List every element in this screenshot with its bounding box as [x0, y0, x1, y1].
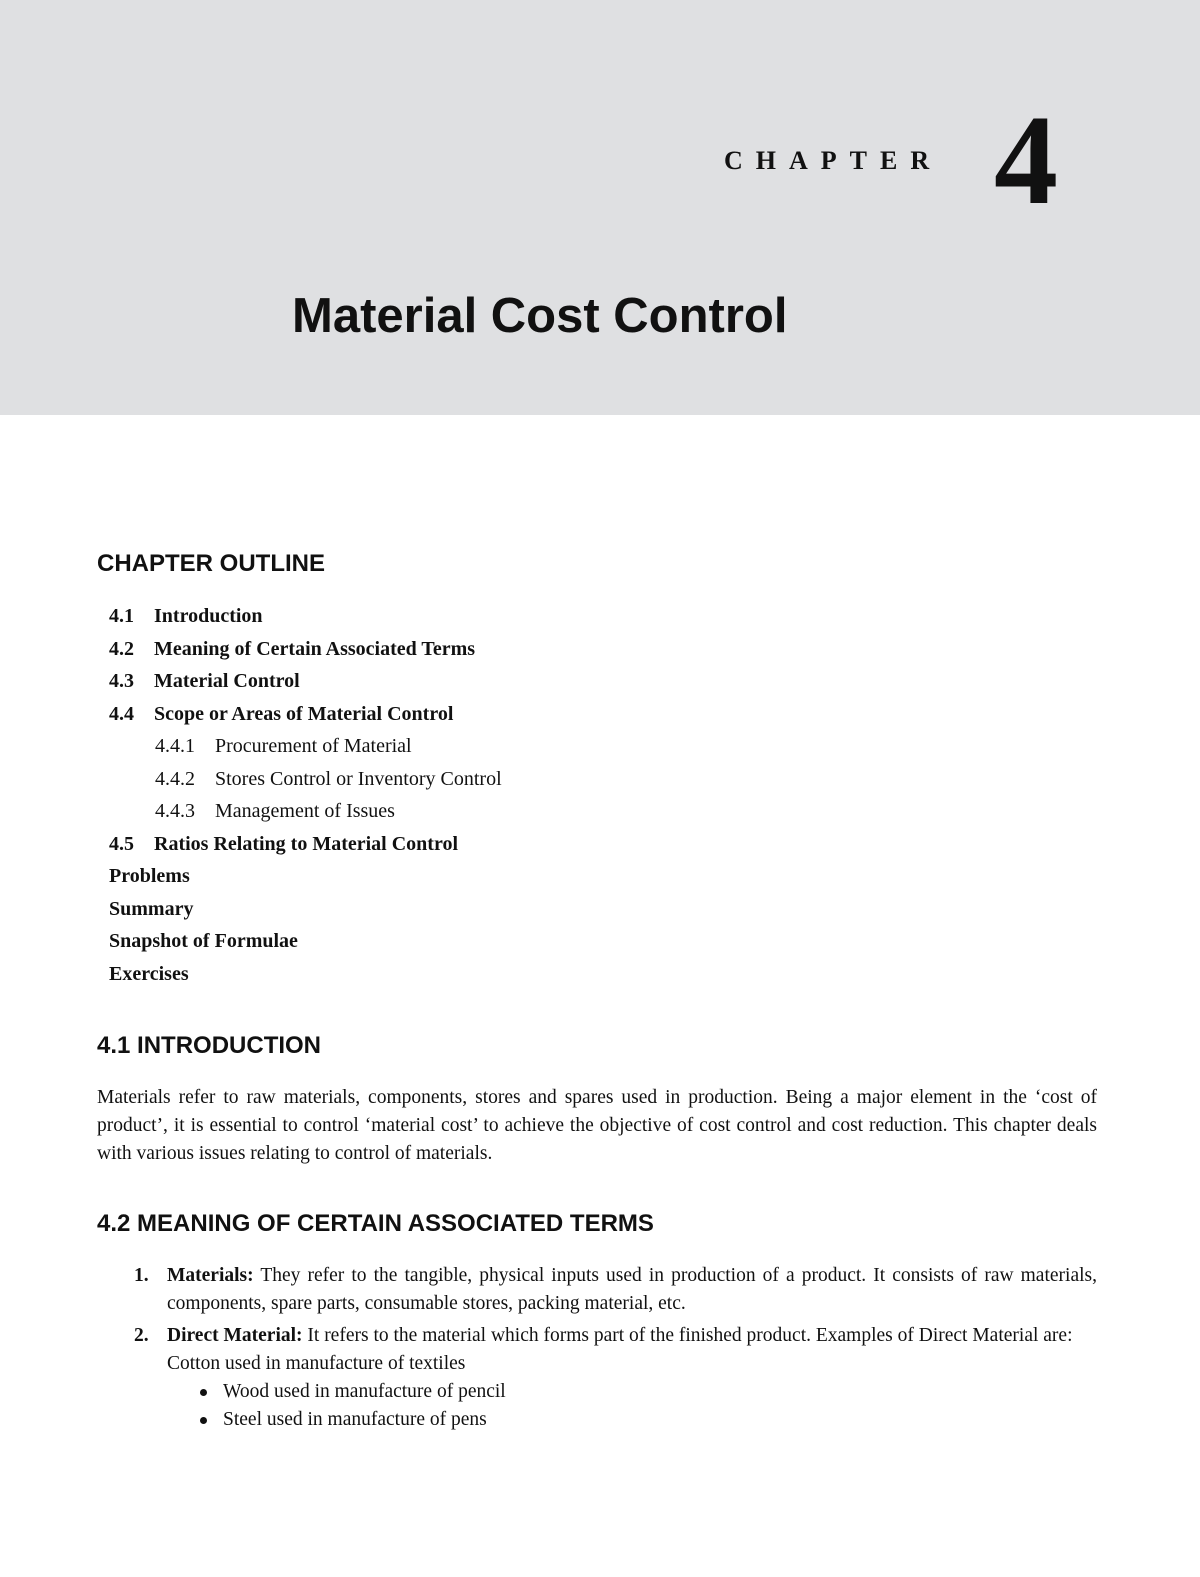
- outline-item-label: Introduction: [154, 605, 263, 627]
- outline-item: [109, 893, 502, 926]
- chapter-title: Material Cost Control: [292, 289, 788, 343]
- outline-item-label: Ratios Relating to Material Control: [154, 832, 459, 855]
- outline-item-label: Problems: [109, 865, 190, 887]
- term-item: [97, 1322, 1097, 1434]
- outline-item: [109, 828, 502, 861]
- section-heading-associated-terms: 4.2 MEANING OF CERTAIN ASSOCIATED TERMS: [97, 1210, 654, 1237]
- outline-item-label: Material Control: [154, 670, 300, 692]
- outline-item-number: 4.4.1: [155, 735, 195, 757]
- outline-item-number: 4.3: [109, 670, 134, 692]
- outline-item: [109, 763, 502, 796]
- outline-item-label: Scope or Areas of Material Control: [154, 702, 454, 725]
- outline-item: [109, 633, 502, 666]
- example-bullet-item: [167, 1378, 1097, 1406]
- term-number: 2.: [134, 1325, 149, 1346]
- outline-item: [109, 665, 502, 698]
- outline-item-number: 4.5: [109, 832, 134, 855]
- outline-item: [109, 925, 502, 958]
- outline-item: [109, 698, 502, 731]
- chapter-number: 4: [994, 89, 1058, 231]
- bullet-icon: [200, 1389, 207, 1396]
- outline-item-number: 4.1: [109, 605, 134, 627]
- chapter-banner: [0, 0, 1200, 415]
- example-bullet-item: [167, 1406, 1097, 1434]
- outline-item-label: Management of Issues: [215, 800, 395, 822]
- section-heading-introduction: 4.1 INTRODUCTION: [97, 1032, 322, 1059]
- outline-item: [109, 860, 502, 893]
- term-text: It refers to the material which forms part of the finished product. Examples of Direct Material are:: [302, 1325, 1073, 1346]
- outline-item-label: Procurement of Material: [215, 735, 412, 757]
- terms-list: [97, 1262, 1097, 1438]
- outline-item: [109, 730, 502, 763]
- outline-item-number: 4.4.2: [155, 767, 195, 790]
- term-label: Direct Material:: [167, 1325, 303, 1346]
- introduction-paragraph: Materials refer to raw materials, components, stores and spares used in production. Being a major element in the ‘cost of product’, it is essential to control ‘material cost’ to achieve the objective of cost control and cost reduction. This chapter deals with various issues relating to control of materials.: [97, 1087, 1097, 1164]
- outline-item-number: 4.4.3: [155, 800, 195, 822]
- outline-item-label: Summary: [109, 897, 194, 920]
- term-number: 1.: [134, 1265, 149, 1286]
- chapter-label: CHAPTER: [724, 146, 943, 175]
- outline-item-label: Meaning of Certain Associated Terms: [154, 637, 476, 660]
- example-bullet-text: Steel used in manufacture of pens: [223, 1409, 487, 1430]
- outline-item-label: Snapshot of Formulae: [109, 930, 298, 952]
- outline-item: [109, 958, 502, 991]
- term-item: [97, 1262, 1097, 1318]
- outline-item-label: Exercises: [109, 962, 189, 985]
- bullet-icon: [200, 1417, 207, 1424]
- outline-item: [109, 795, 502, 828]
- example-bullet-text: Wood used in manufacture of pencil: [223, 1381, 506, 1402]
- outline-item: [109, 600, 502, 633]
- outline-heading: CHAPTER OUTLINE: [97, 550, 325, 577]
- term-label: Materials:: [167, 1265, 254, 1286]
- outline-item-number: 4.4: [109, 702, 134, 725]
- chapter-outline: [109, 600, 502, 990]
- example-line: Cotton used in manufacture of textiles: [167, 1353, 466, 1374]
- example-bullets: [167, 1378, 1097, 1434]
- outline-item-number: 4.2: [109, 637, 134, 660]
- term-text: They refer to the tangible, physical inputs used in production of a product. It consists of raw materials, components, spare parts, consumable stores, packing material, etc.: [167, 1265, 1097, 1314]
- outline-item-label: Stores Control or Inventory Control: [215, 767, 502, 790]
